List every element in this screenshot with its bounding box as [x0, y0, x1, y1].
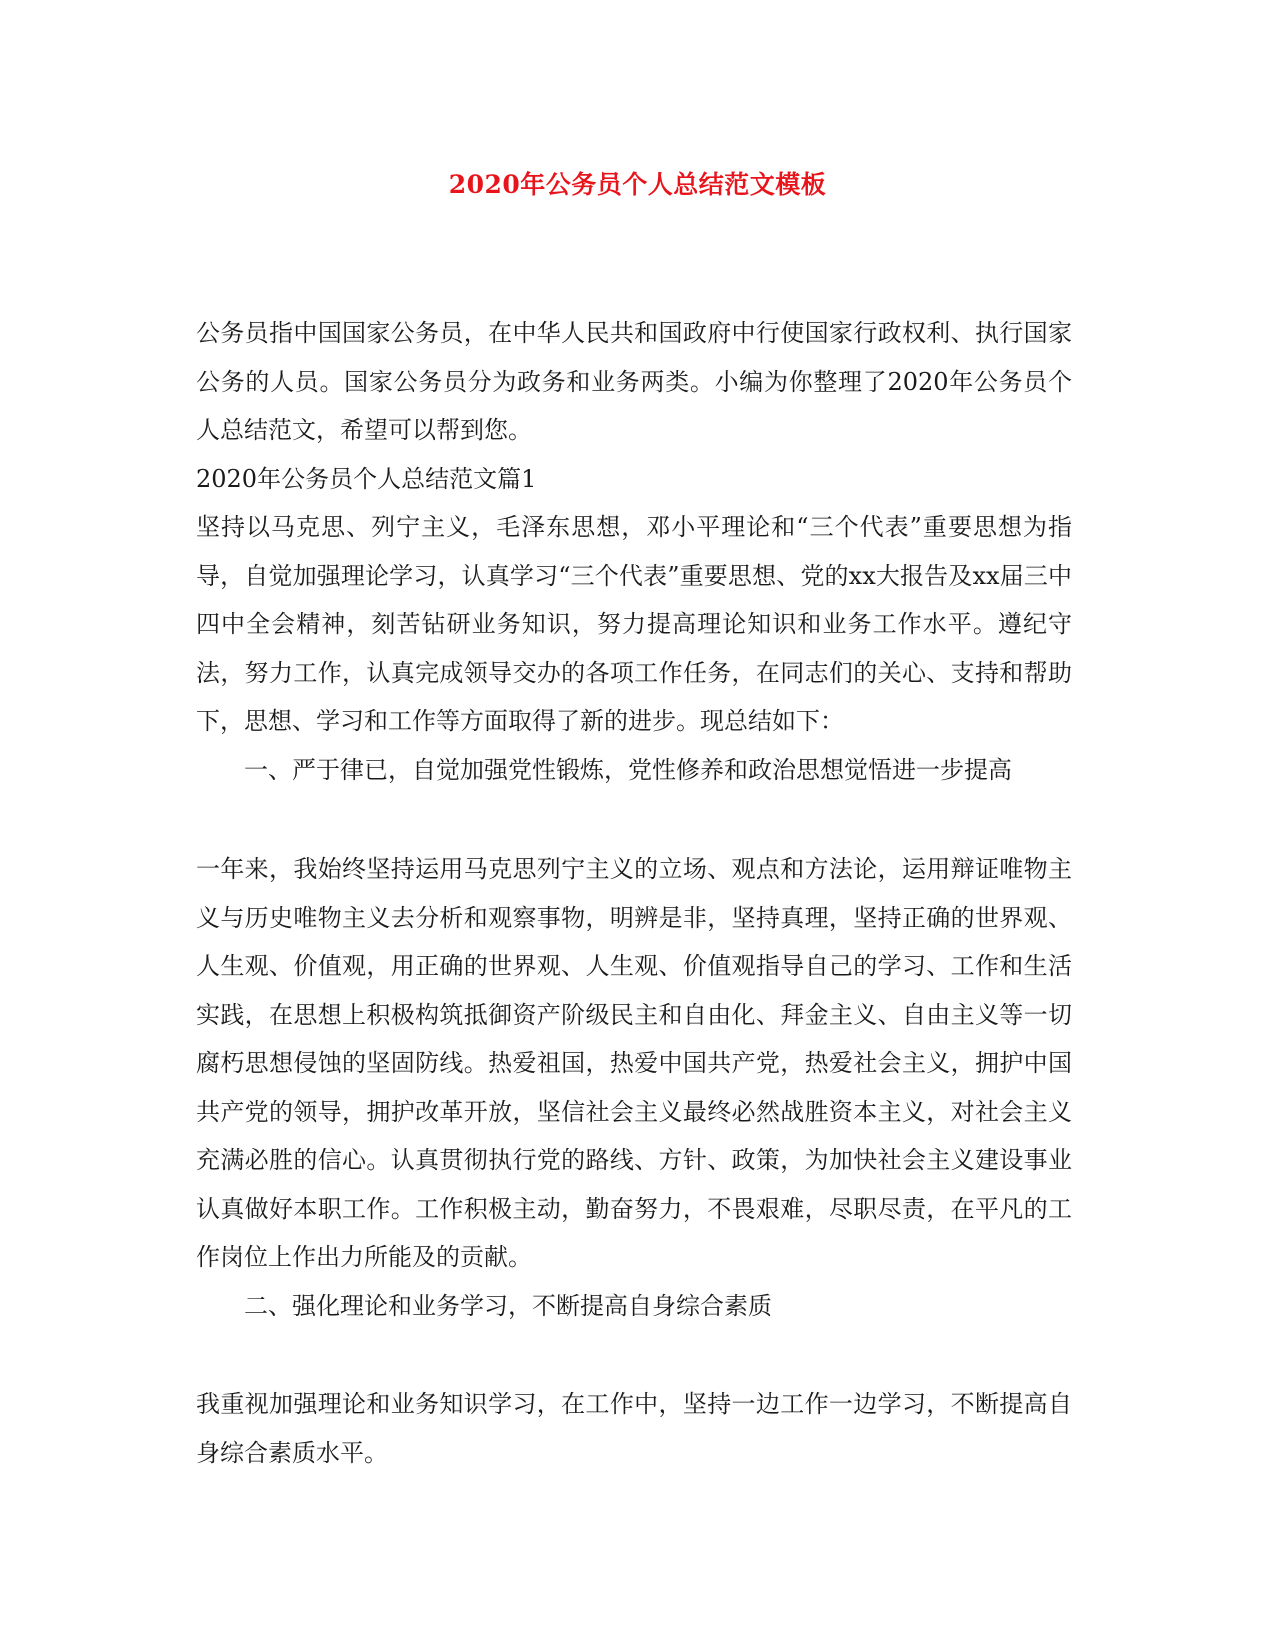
- paragraph-3: 我重视加强理论和业务知识学习，在工作中，坚持一边工作一边学习，不断提高自身综合素质水平。: [196, 1390, 1072, 1467]
- article-heading: 2020年公务员个人总结范文篇1: [196, 464, 537, 493]
- paragraph-1: 坚持以马克思、列宁主义，毛泽东思想，邓小平理论和“三个代表”重要思想为指导，自觉加强理论学习，认真学习“三个代表”重要思想、党的xx大报告及xx届三中四中全会精神，刻苦钻研业务知识，努力提高理论知识和业务工作水平。遵纪守法，努力工作，认真完成领导交办的各项工作任务，在同志们的关心、支持和帮助下，思想、学习和工作等方面取得了新的进步。现总结如下：: [196, 513, 1072, 735]
- section-1-heading: 一、严于律已，自觉加强党性锻炼，党性修养和政治思想觉悟进一步提高: [244, 755, 1012, 784]
- section-2-heading: 二、强化理论和业务学习，不断提高自身综合素质: [244, 1291, 772, 1320]
- document-title: 2020年公务员个人总结范文模板: [448, 170, 827, 199]
- paragraph-3-block: [196, 1380, 1072, 1477]
- intro-paragraph: 公务员指中国国家公务员，在中华人民共和国政府中行使国家行政权利、执行国家公务的人员。国家公务员分为政务和业务两类。小编为你整理了2020年公务员个人总结范文，希望可以帮到您。: [196, 319, 1072, 444]
- paragraph-2-block: [196, 845, 1072, 1330]
- paragraph-2: 一年来，我始终坚持运用马克思列宁主义的立场、观点和方法论，运用辩证唯物主义与历史唯物主义去分析和观察事物，明辨是非，坚持真理，坚持正确的世界观、人生观、价值观，用正确的世界观、人生观、价值观指导自己的学习、工作和生活实践，在思想上积极构筑抵御资产阶级民主和自由化、拜金主义、自由主义等一切腐朽思想侵蚀的坚固防线。热爱祖国，热爱中国共产党，热爱社会主义，拥护中国共产党的领导，拥护改革开放，坚信社会主义最终必然战胜资本主义，对社会主义充满必胜的信心。认真贯彻执行党的路线、方针、政策，为加快社会主义建设事业认真做好本职工作。工作积极主动，勤奋努力，不畏艰难，尽职尽责，在平凡的工作岗位上作出力所能及的贡献。: [196, 855, 1072, 1271]
- intro-block: [196, 309, 1072, 794]
